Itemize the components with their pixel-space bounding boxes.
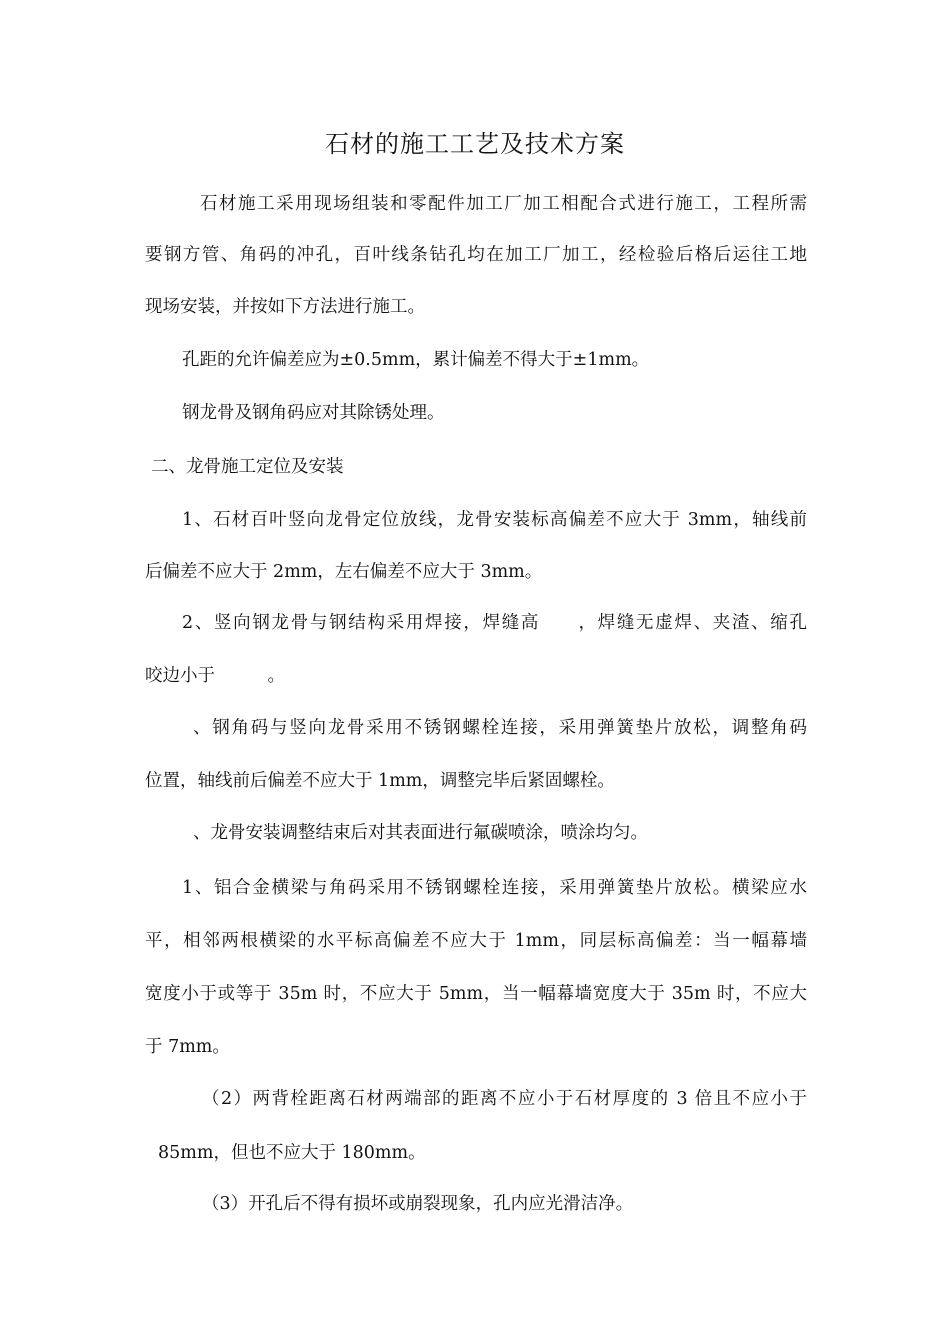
paragraph-line: 1、石材百叶竖向龙骨定位放线，龙骨安装标高偏差不应大于 3mm，轴线前 [182,510,807,530]
paragraph-line: 、龙骨安装调整结束后对其表面进行氟碳喷涂，喷涂均匀。 [193,823,648,843]
paragraph-line: 要钢方管、角码的冲孔，百叶线条钻孔均在加工厂加工，经检验后格后运往工地 [145,245,807,265]
paragraph-line: 、钢角码与竖向龙骨采用不锈钢螺栓连接，采用弹簧垫片放松，调整角码 [193,718,807,738]
paragraph-line: 咬边小于 。 [145,666,285,686]
paragraph-line: 位置，轴线前后偏差不应大于 1mm，调整完毕后紧固螺栓。 [145,771,615,791]
paragraph-line: 85mm，但也不应大于 180mm。 [158,1143,426,1163]
paragraph-line: 石材施工采用现场组装和零配件加工厂加工相配合式进行施工，工程所需 [200,194,807,214]
paragraph-line: 后偏差不应大于 2mm，左右偏差不应大于 3mm。 [145,562,543,582]
paragraph-line: （2）两背栓距离石材两端部的距离不应小于石材厚度的 3 倍且不应小于 [202,1089,807,1109]
section-heading: 二、龙骨施工定位及安装 [151,457,344,477]
paragraph-line: 现场安装，并按如下方法进行施工。 [145,297,425,317]
paragraph-line: 孔距的允许偏差应为±0.5mm，累计偏差不得大于±1mm。 [182,350,650,370]
paragraph-line: 于 7mm。 [145,1037,230,1057]
paragraph-line: （3）开孔后不得有损坏或崩裂现象，孔内应光滑洁净。 [202,1194,634,1214]
paragraph-line: 宽度小于或等于 35m 时，不应大于 5mm，当一幅幕墙宽度大于 35m 时，不应大 [145,984,807,1004]
paragraph-line: 2、竖向钢龙骨与钢结构采用焊接，焊缝高 ，焊缝无虚焊、夹渣、缩孔 [182,613,807,633]
paragraph-line: 平，相邻两根横梁的水平标高偏差不应大于 1mm，同层标高偏差：当一幅幕墙 [145,931,807,951]
paragraph-line: 1、铝合金横梁与角码采用不锈钢螺栓连接，采用弹簧垫片放松。横梁应水 [182,878,807,898]
document-title: 石材的施工工艺及技术方案 [325,130,625,158]
paragraph-line: 钢龙骨及钢角码应对其除锈处理。 [182,403,445,423]
